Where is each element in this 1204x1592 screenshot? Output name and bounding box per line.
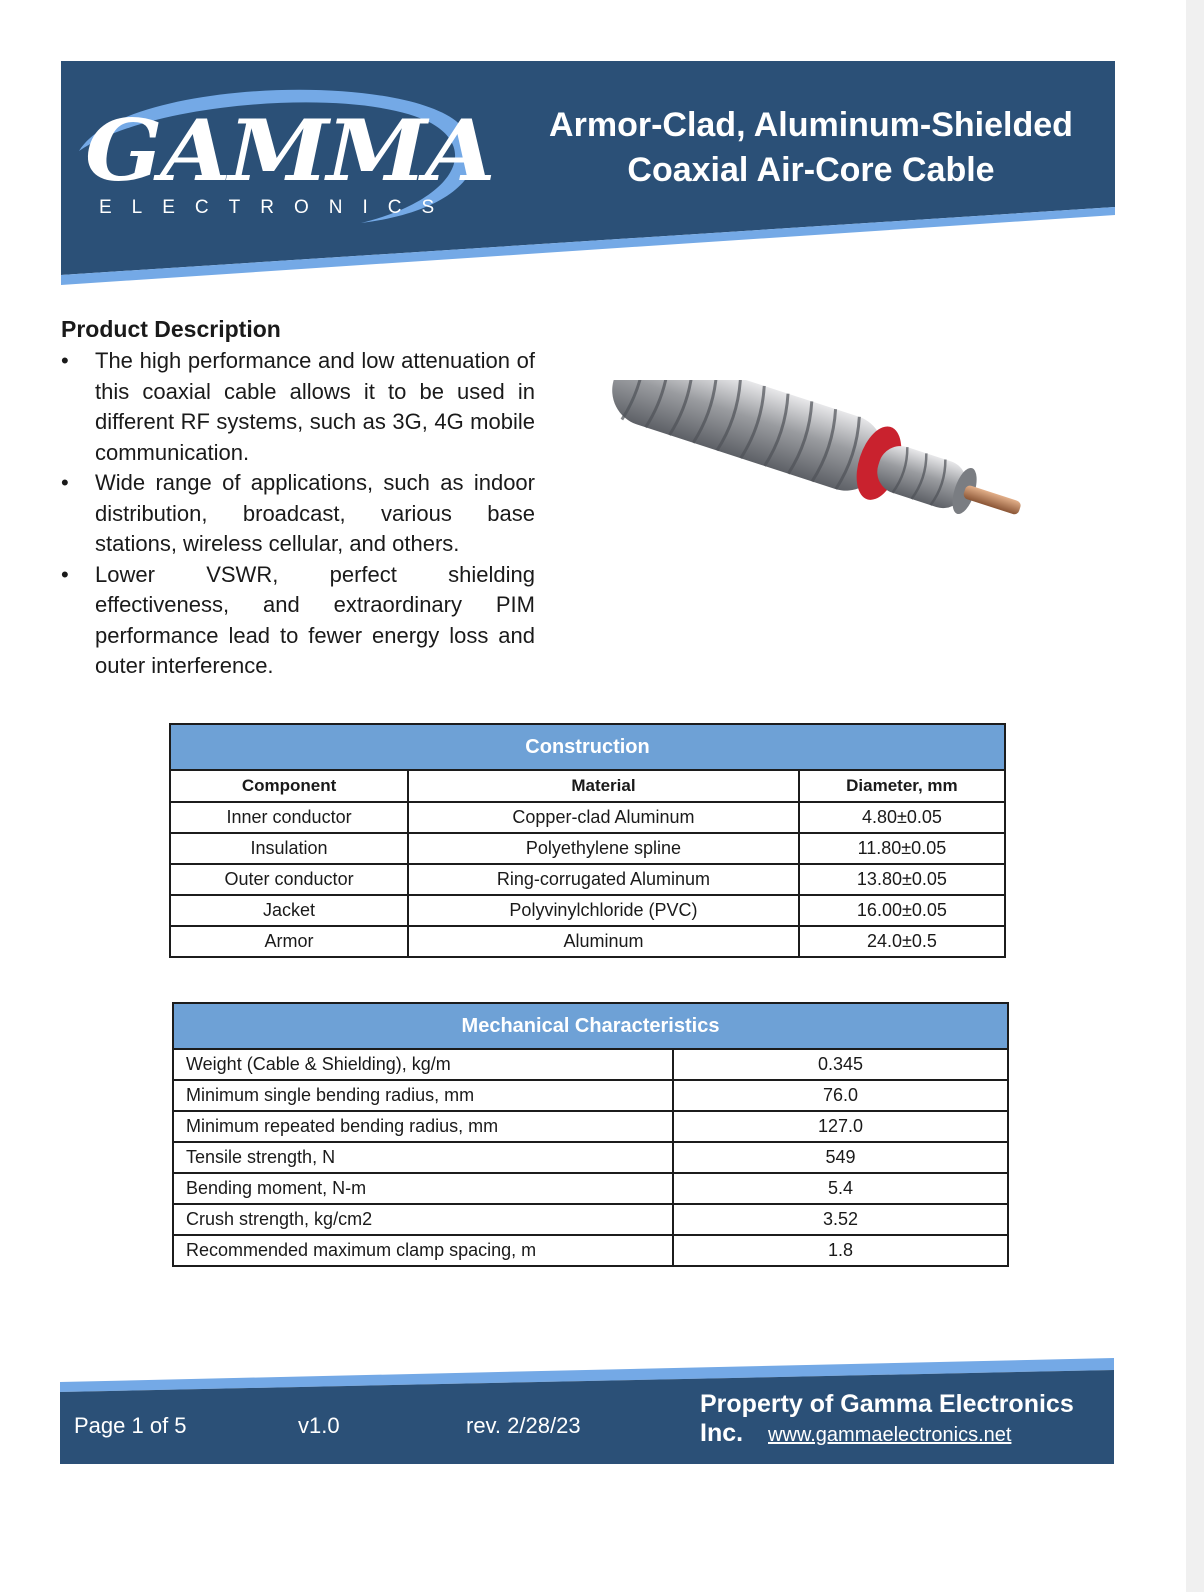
table-cell: Minimum repeated bending radius, mm xyxy=(173,1111,673,1142)
table-cell: Polyethylene spline xyxy=(408,833,799,864)
table-cell: Ring-corrugated Aluminum xyxy=(408,864,799,895)
table-cell: Aluminum xyxy=(408,926,799,957)
table-cell: Insulation xyxy=(170,833,408,864)
table-cell: 16.00±0.05 xyxy=(799,895,1005,926)
table-cell: Copper-clad Aluminum xyxy=(408,802,799,833)
list-item: • Wide range of applications, such as indoor distribution, broadcast, various base stations, wireless cellular, and others. xyxy=(61,470,535,556)
construction-title: Construction xyxy=(169,723,1006,769)
table-cell: Minimum single bending radius, mm xyxy=(173,1080,673,1111)
logo-wordmark: GAMMA xyxy=(85,101,494,200)
bullet-icon: • xyxy=(61,348,69,373)
table-row xyxy=(173,1204,1008,1235)
table-cell: 127.0 xyxy=(673,1111,1008,1142)
table-row xyxy=(173,1049,1008,1080)
table-cell: 3.52 xyxy=(673,1204,1008,1235)
mechanical-table xyxy=(172,1002,1009,1267)
table-row xyxy=(170,864,1005,895)
mechanical-title: Mechanical Characteristics xyxy=(172,1002,1009,1048)
table-row xyxy=(170,833,1005,864)
bullet-icon: • xyxy=(61,470,69,495)
table-row xyxy=(170,926,1005,957)
table-cell: 0.345 xyxy=(673,1049,1008,1080)
table-row xyxy=(173,1173,1008,1204)
table-cell: Recommended maximum clamp spacing, m xyxy=(173,1235,673,1266)
product-description-list xyxy=(61,346,535,682)
page-edge xyxy=(1186,0,1204,1592)
column-header: Material xyxy=(408,770,799,802)
list-item: • The high performance and low attenuation of this coaxial cable allows it to be used in different RF systems, such as 3G, 4G mobile communication. xyxy=(61,348,535,465)
title-line-2: Coaxial Air-Core Cable xyxy=(627,151,995,189)
logo-subtitle: ELECTRONICS xyxy=(99,197,455,218)
column-header: Component xyxy=(170,770,408,802)
page-number: Page 1 of 5 xyxy=(74,1413,187,1438)
product-description-heading: Product Description xyxy=(61,316,281,342)
table-row xyxy=(173,1142,1008,1173)
table-cell: Bending moment, N-m xyxy=(173,1173,673,1204)
revision-label: rev. 2/28/23 xyxy=(466,1413,581,1438)
cable-image xyxy=(598,380,1048,560)
page-title xyxy=(531,103,1091,193)
table-row xyxy=(173,1080,1008,1111)
table-cell: 549 xyxy=(673,1142,1008,1173)
version-label: v1.0 xyxy=(298,1413,340,1438)
table-cell: Crush strength, kg/cm2 xyxy=(173,1204,673,1235)
table-row xyxy=(170,895,1005,926)
table-cell: 24.0±0.5 xyxy=(799,926,1005,957)
column-header: Diameter, mm xyxy=(799,770,1005,802)
table-header-row xyxy=(170,770,1005,802)
bullet-icon: • xyxy=(61,561,69,587)
table-cell: 1.8 xyxy=(673,1235,1008,1266)
table-row xyxy=(173,1111,1008,1142)
header-banner xyxy=(61,61,1115,285)
table-cell: 76.0 xyxy=(673,1080,1008,1111)
footer-banner xyxy=(60,1358,1114,1464)
table-cell: Inner conductor xyxy=(170,802,408,833)
table-row xyxy=(173,1235,1008,1266)
table-cell: 11.80±0.05 xyxy=(799,833,1005,864)
construction-table xyxy=(169,723,1006,958)
table-cell: Jacket xyxy=(170,895,408,926)
website-link[interactable]: www.gammaelectronics.net xyxy=(768,1424,1012,1446)
table-cell: Armor xyxy=(170,926,408,957)
table-cell: Tensile strength, N xyxy=(173,1142,673,1173)
property-notice: Property of Gamma Electronics Inc. xyxy=(700,1390,1074,1447)
table-cell: 13.80±0.05 xyxy=(799,864,1005,895)
table-cell: 4.80±0.05 xyxy=(799,802,1005,833)
table-cell: Polyvinylchloride (PVC) xyxy=(408,895,799,926)
table-cell: Outer conductor xyxy=(170,864,408,895)
title-line-1: Armor-Clad, Aluminum-Shielded xyxy=(549,106,1073,144)
table-cell: Weight (Cable & Shielding), kg/m xyxy=(173,1049,673,1080)
list-item: • Lower VSWR, perfect shielding effectiveness, and extraordinary PIM performance lead to fewer energy loss and outer interference. xyxy=(61,561,535,678)
table-cell: 5.4 xyxy=(673,1173,1008,1204)
table-row xyxy=(170,802,1005,833)
